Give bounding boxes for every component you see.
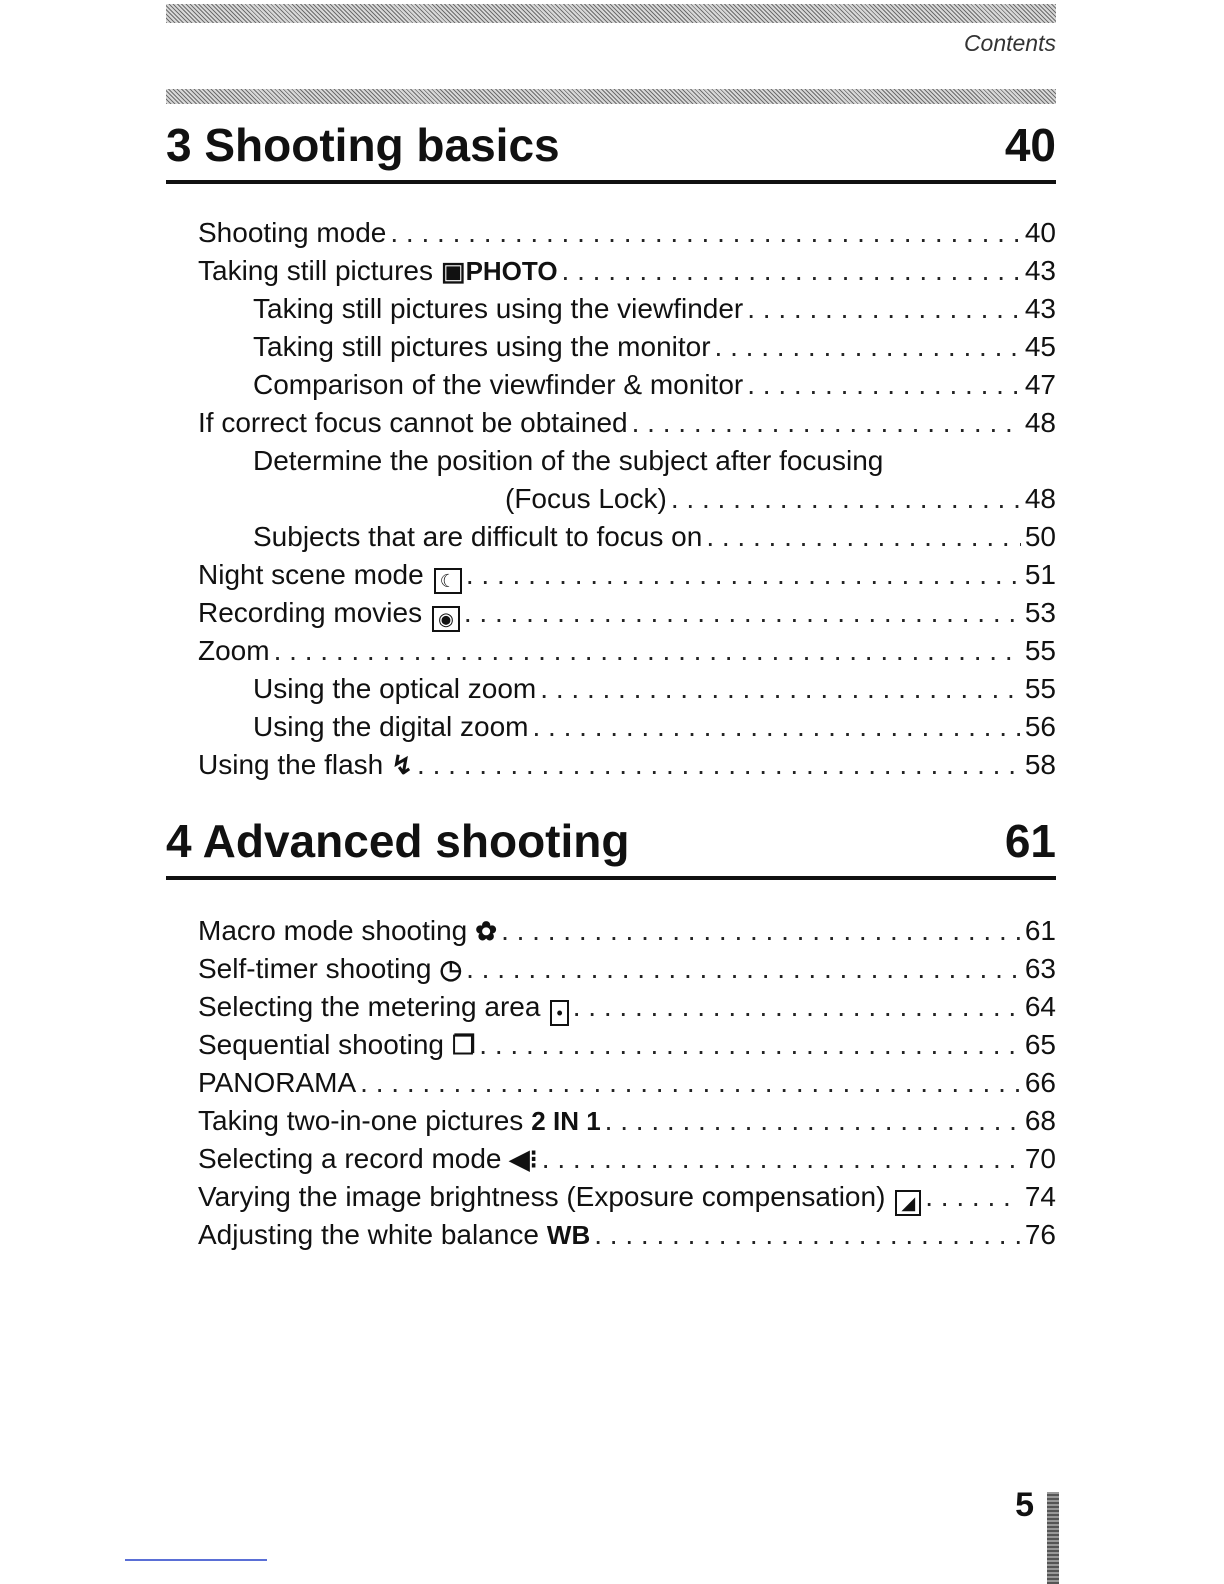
toc-subentry[interactable] bbox=[198, 366, 1056, 404]
dot-leader bbox=[542, 1140, 1021, 1178]
flash-icon: ↯ bbox=[391, 750, 414, 780]
entry-page: 48 bbox=[1024, 483, 1056, 514]
dot-leader bbox=[747, 366, 1021, 404]
dot-leader bbox=[671, 480, 1021, 518]
chapter-3-heading[interactable] bbox=[166, 110, 1056, 184]
dot-leader bbox=[466, 556, 1021, 594]
entry-label: Sequential shooting bbox=[198, 1029, 444, 1060]
toc-entry[interactable] bbox=[198, 404, 1056, 442]
entry-page: 74 bbox=[1024, 1181, 1056, 1212]
toc-entry[interactable] bbox=[198, 1216, 1056, 1254]
toc-entry[interactable] bbox=[198, 1026, 1056, 1064]
entry-page: 55 bbox=[1024, 635, 1056, 666]
toc-entry[interactable] bbox=[198, 1178, 1056, 1216]
toc-subentry[interactable] bbox=[198, 328, 1056, 366]
entry-label: Recording movies bbox=[198, 597, 423, 628]
chapter-title: 3 Shooting basics bbox=[166, 119, 560, 171]
entry-page: 43 bbox=[1024, 255, 1056, 286]
dot-leader bbox=[532, 708, 1020, 746]
dot-leader bbox=[417, 746, 1021, 784]
camera-photo-icon: ▣PHOTO bbox=[440, 256, 558, 286]
entry-page: 70 bbox=[1024, 1143, 1056, 1174]
dot-leader bbox=[540, 670, 1021, 708]
entry-label: If correct focus cannot be obtained bbox=[198, 407, 628, 438]
night-scene-icon: ☾ bbox=[434, 568, 462, 594]
dot-leader bbox=[390, 214, 1020, 252]
toc-subentry-continued[interactable] bbox=[198, 480, 1056, 518]
chapter-4-heading[interactable] bbox=[166, 806, 1056, 880]
entry-label: Selecting the metering area bbox=[198, 991, 541, 1022]
entry-page: 47 bbox=[1024, 369, 1056, 400]
header-band-top bbox=[166, 4, 1056, 23]
entry-label: Using the digital zoom bbox=[253, 711, 529, 742]
toc-entry[interactable] bbox=[198, 746, 1056, 784]
entry-page: 68 bbox=[1024, 1105, 1056, 1136]
page-number: 5 bbox=[1015, 1486, 1034, 1524]
dot-leader bbox=[562, 252, 1021, 290]
entry-page: 48 bbox=[1024, 407, 1056, 438]
entry-label: Taking still pictures using the monitor bbox=[253, 331, 711, 362]
entry-label: Shooting mode bbox=[198, 217, 387, 248]
entry-label: Subjects that are difficult to focus on bbox=[253, 521, 703, 552]
toc-entry[interactable] bbox=[198, 988, 1056, 1026]
toc-subentry[interactable] bbox=[198, 290, 1056, 328]
macro-flower-icon: ✿ bbox=[475, 916, 498, 946]
entry-page: 63 bbox=[1024, 953, 1056, 984]
dot-leader bbox=[715, 328, 1021, 366]
dot-leader bbox=[632, 404, 1021, 442]
toc-subentry[interactable] bbox=[198, 442, 1056, 480]
chapter-4-entries bbox=[198, 912, 1056, 1254]
record-mode-icon: ◀⁝ bbox=[509, 1144, 538, 1174]
toc-subentry[interactable] bbox=[198, 518, 1056, 556]
entry-label: (Focus Lock) bbox=[505, 483, 667, 514]
dot-leader bbox=[747, 290, 1021, 328]
entry-page: 64 bbox=[1024, 991, 1056, 1022]
entry-page: 56 bbox=[1024, 711, 1056, 742]
toc-entry[interactable] bbox=[198, 1102, 1056, 1140]
dot-leader bbox=[573, 988, 1021, 1026]
entry-page: 58 bbox=[1024, 749, 1056, 780]
entry-label: Taking still pictures bbox=[198, 255, 433, 286]
toc-entry[interactable] bbox=[198, 632, 1056, 670]
toc-entry[interactable] bbox=[198, 252, 1056, 290]
entry-label: Taking two-in-one pictures bbox=[198, 1105, 524, 1136]
entry-label: Night scene mode bbox=[198, 559, 424, 590]
dot-leader bbox=[479, 1026, 1021, 1064]
chapter-page: 40 bbox=[1004, 119, 1056, 171]
entry-label: Macro mode shooting bbox=[198, 915, 468, 946]
entry-page: 53 bbox=[1024, 597, 1056, 628]
toc-subentry[interactable] bbox=[198, 708, 1056, 746]
entry-label: Using the optical zoom bbox=[253, 673, 537, 704]
dot-leader bbox=[706, 518, 1021, 556]
dot-leader bbox=[501, 912, 1021, 950]
header-band-bottom bbox=[166, 89, 1056, 104]
dot-leader bbox=[464, 594, 1021, 632]
dot-leader bbox=[466, 950, 1021, 988]
toc-entry[interactable] bbox=[198, 1140, 1056, 1178]
sequential-shooting-icon: ❐ bbox=[451, 1030, 476, 1060]
entry-page: 43 bbox=[1024, 293, 1056, 324]
entry-page: 65 bbox=[1024, 1029, 1056, 1060]
entry-label: Zoom bbox=[198, 635, 270, 666]
entry-label: PANORAMA bbox=[198, 1067, 357, 1098]
toc-subentry[interactable] bbox=[198, 670, 1056, 708]
entry-page: 40 bbox=[1024, 217, 1056, 248]
toc-entry[interactable] bbox=[198, 556, 1056, 594]
entry-label: Using the flash bbox=[198, 749, 384, 780]
entry-page: 51 bbox=[1024, 559, 1056, 590]
entry-label: Comparison of the viewfinder & monitor bbox=[253, 369, 744, 400]
entry-page: 76 bbox=[1024, 1219, 1056, 1250]
entry-page: 66 bbox=[1024, 1067, 1056, 1098]
dot-leader bbox=[274, 632, 1021, 670]
two-in-one-label: 2 IN 1 bbox=[531, 1106, 601, 1136]
dot-leader bbox=[605, 1102, 1021, 1140]
chapter-page: 61 bbox=[1004, 815, 1056, 867]
entry-page: 61 bbox=[1024, 915, 1056, 946]
entry-label: Taking still pictures using the viewfinder bbox=[253, 293, 744, 324]
entry-label: Determine the position of the subject after focusing bbox=[253, 445, 884, 476]
dot-leader bbox=[925, 1178, 1021, 1216]
entry-page: 50 bbox=[1024, 521, 1056, 552]
toc-entry[interactable] bbox=[198, 950, 1056, 988]
entry-label: Adjusting the white balance bbox=[198, 1219, 539, 1250]
entry-label: Self-timer shooting bbox=[198, 953, 432, 984]
entry-label: Selecting a record mode bbox=[198, 1143, 502, 1174]
chapter-title: 4 Advanced shooting bbox=[166, 815, 630, 867]
toc-entry[interactable] bbox=[198, 594, 1056, 632]
spot-metering-icon: • bbox=[550, 1000, 568, 1026]
entry-page: 55 bbox=[1024, 673, 1056, 704]
entry-page: 45 bbox=[1024, 331, 1056, 362]
dot-leader bbox=[360, 1064, 1021, 1102]
running-header: Contents bbox=[963, 30, 1056, 56]
page-edge-bar bbox=[1047, 1492, 1059, 1584]
exposure-compensation-icon: ◢ bbox=[895, 1190, 921, 1216]
toc-entry[interactable] bbox=[198, 1064, 1056, 1102]
self-timer-icon: ◷ bbox=[439, 954, 463, 984]
entry-label: Varying the image brightness (Exposure compensation) bbox=[198, 1181, 886, 1212]
chapter-3-entries bbox=[198, 214, 1056, 784]
photo-mode-label: PHOTO bbox=[465, 256, 558, 286]
white-balance-label: WB bbox=[546, 1220, 591, 1250]
toc-entry[interactable] bbox=[198, 912, 1056, 950]
dot-leader bbox=[594, 1216, 1021, 1254]
movie-icon: ◉ bbox=[432, 606, 460, 632]
toc-entry[interactable] bbox=[198, 214, 1056, 252]
footer-rule bbox=[125, 1559, 267, 1561]
